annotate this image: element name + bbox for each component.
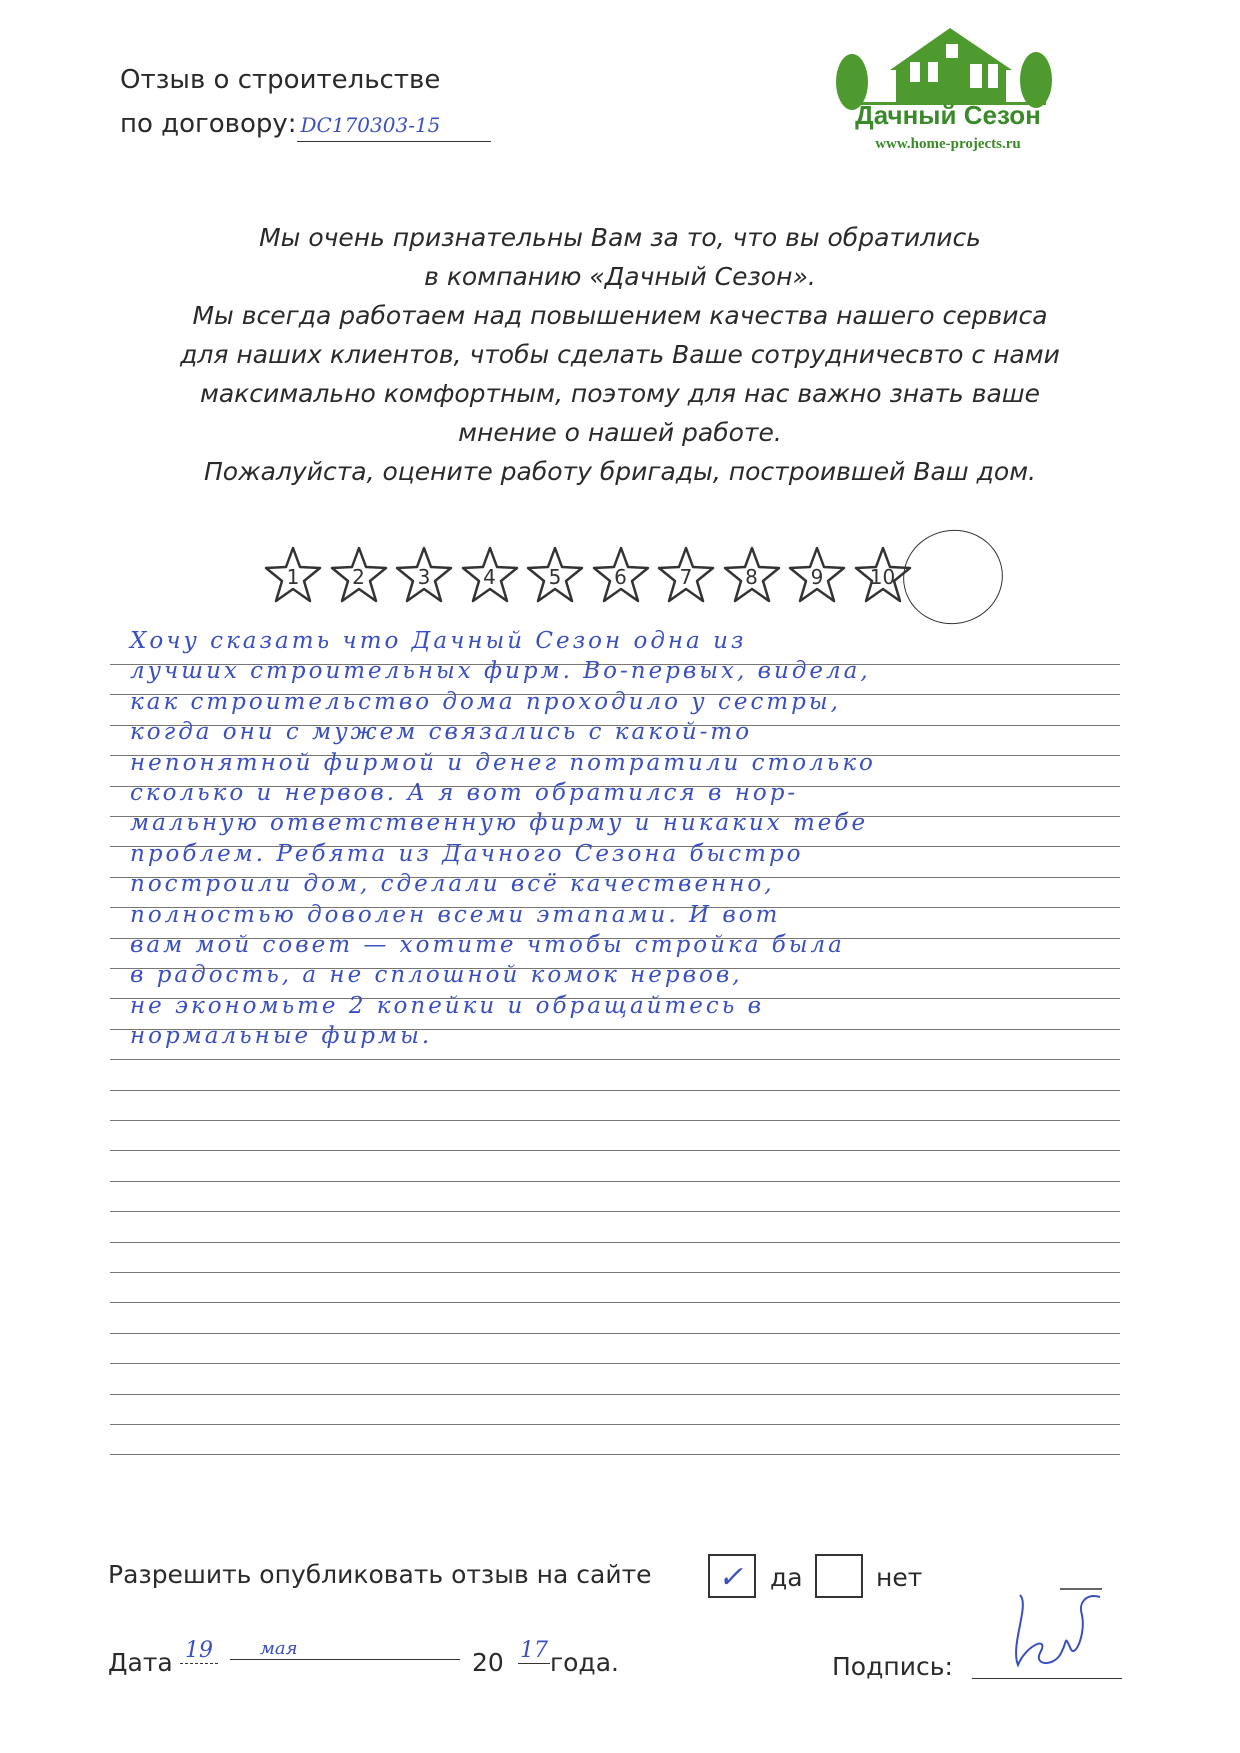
- intro-line: максимально комфортным, поэтому для нас важно знать ваше: [199, 379, 1041, 408]
- star-number: 5: [548, 565, 562, 589]
- date-label: Дата: [108, 1648, 173, 1677]
- review-text-line: когда они с мужем связались с какой-то: [130, 719, 753, 746]
- ruled-line: [110, 1333, 1120, 1334]
- ruled-line: [110, 1363, 1120, 1364]
- star-rating: [262, 545, 1022, 615]
- ruled-line: [110, 1272, 1120, 1273]
- star-7[interactable]: [655, 545, 717, 607]
- star-number: 2: [352, 565, 365, 589]
- ruled-line: [110, 1150, 1120, 1151]
- date-day-field[interactable]: 19: [180, 1638, 218, 1664]
- star-10[interactable]: [852, 545, 914, 607]
- ruled-line: [110, 1302, 1120, 1303]
- ruled-line: [110, 1090, 1120, 1091]
- logo-url: www.home-projects.ru: [875, 136, 1021, 152]
- contract-number-field[interactable]: DC170303-15: [297, 109, 491, 142]
- intro-line: мнение о нашей работе.: [458, 418, 782, 447]
- review-text-line: как строительство дома проходило у сестры,: [130, 688, 841, 715]
- review-text-line: вам мой совет — хотите чтобы стройка была: [130, 932, 845, 958]
- consent-yes-label: да: [770, 1563, 803, 1592]
- star-3[interactable]: [393, 545, 455, 607]
- intro-line: для наших клиентов, чтобы сделать Ваше сотрудничесвто с нами: [180, 340, 1060, 369]
- star-4[interactable]: [459, 545, 521, 607]
- form-title: Отзыв о строительстве: [120, 65, 441, 95]
- review-text-line: построили дом, сделали всё качественно,: [130, 871, 775, 898]
- star-9[interactable]: [786, 545, 848, 607]
- star-1[interactable]: [262, 545, 324, 607]
- ruled-line: [110, 1120, 1120, 1121]
- star-8[interactable]: [721, 545, 783, 607]
- star-number: 7: [679, 565, 693, 589]
- ruled-line: [110, 1424, 1120, 1425]
- review-text-line: не экономьте 2 копейки и обращайтесь в: [130, 992, 764, 1019]
- ruled-line: [110, 1394, 1120, 1395]
- ruled-line: [110, 1211, 1120, 1212]
- ruled-line: [110, 1242, 1120, 1243]
- star-number: 8: [745, 565, 758, 589]
- intro-line: Пожалуйста, оцените работу бригады, построившей Ваш дом.: [204, 457, 1036, 486]
- signature-label: Подпись:: [832, 1652, 953, 1681]
- review-text-line: лучших строительных фирм. Во-первых, видела,: [130, 658, 871, 685]
- intro-text: [120, 218, 1120, 491]
- intro-line: Мы очень признательны Вам за то, что вы обратились: [259, 223, 981, 252]
- star-number: 1: [286, 565, 300, 589]
- year-word: года.: [550, 1648, 619, 1677]
- intro-line: в компанию «Дачный Сезон».: [424, 262, 816, 291]
- star-number: 10: [869, 565, 896, 589]
- review-text-line: полностью доволен всеми этапами. И вот: [130, 901, 781, 928]
- review-text-line: Хочу сказать что Дачный Сезон одна из: [130, 628, 747, 654]
- consent-yes-checkbox[interactable]: [708, 1554, 756, 1598]
- review-text-line: сколько и нервов. А я вот обратился в нор-: [130, 780, 799, 806]
- contract-row: [120, 108, 491, 142]
- handwritten-signature: [990, 1575, 1110, 1685]
- star-number: 3: [417, 565, 431, 589]
- review-text-line: проблем. Ребята из Дачного Сезона быстро: [130, 840, 804, 867]
- star-number: 4: [483, 565, 496, 589]
- check-mark-icon: ✓: [718, 1560, 744, 1595]
- review-text-line: мальную ответственную фирму и никаких тебе: [130, 810, 869, 837]
- ruled-line: [110, 1059, 1120, 1060]
- star-2[interactable]: [328, 545, 390, 607]
- review-text-line: непонятной фирмой и денег потратили столько: [130, 749, 876, 776]
- star-6[interactable]: [590, 545, 652, 607]
- review-text-line: в радость, а не сплошной комок нервов,: [130, 962, 743, 989]
- review-text-line: нормальные фирмы.: [130, 1023, 433, 1050]
- star-number: 9: [810, 565, 824, 589]
- star-5[interactable]: [524, 545, 586, 607]
- star-number: 6: [614, 565, 627, 589]
- ruled-line: [110, 1454, 1120, 1455]
- publish-consent-label: Разрешить опубликовать отзыв на сайте: [108, 1560, 652, 1589]
- ruled-line: [110, 1181, 1120, 1182]
- year-prefix: 20: [472, 1648, 504, 1677]
- consent-no-label: нет: [876, 1563, 923, 1592]
- date-month-field[interactable]: мая: [230, 1638, 460, 1660]
- consent-no-checkbox[interactable]: [815, 1554, 863, 1598]
- logo-name: Дачный Сезон: [855, 100, 1041, 130]
- intro-line: Мы всегда работаем над повышением качества нашего сервиса: [192, 301, 1048, 330]
- year-suffix-field[interactable]: 17: [520, 1638, 548, 1663]
- contract-label: по договору:: [120, 109, 297, 139]
